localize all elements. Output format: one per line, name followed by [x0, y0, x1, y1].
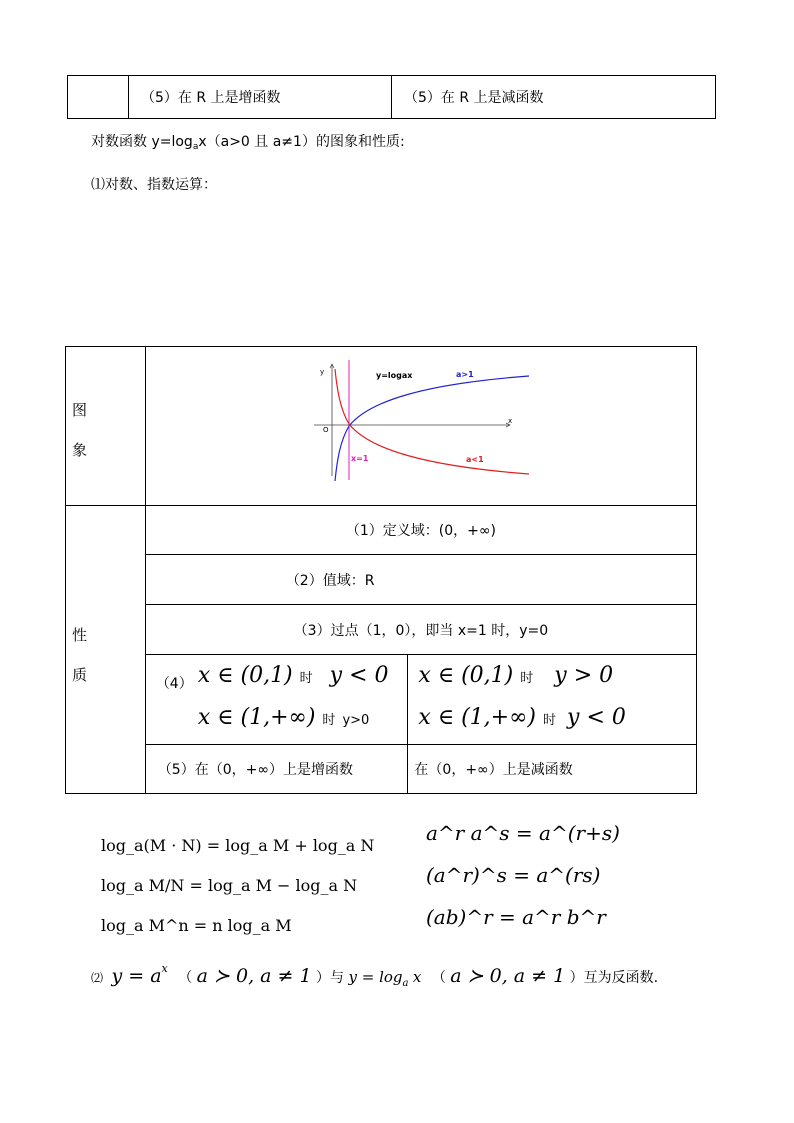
log-rule-product: log_a(M · N) = log_a M + log_a N	[101, 836, 375, 855]
x-equals-1-label: x=1	[350, 454, 369, 463]
exp-function: y = a	[111, 965, 162, 987]
sign-property-right	[408, 655, 697, 745]
left-row-1	[198, 663, 389, 688]
prop4-label: （4）	[155, 676, 193, 692]
left-row2-result: y>0	[342, 713, 370, 728]
heading-prefix: 对数函数 y=log	[91, 134, 193, 150]
fixed-point-property: （3）过点（1，0），即当 x=1 时，y=0	[145, 605, 696, 655]
log-rules	[101, 826, 374, 946]
top-table-cell-empty	[68, 76, 129, 119]
monotonic-right: 在（0，+∞）上是减函数	[408, 745, 697, 794]
inverse-tail: 互为反函数.	[583, 970, 659, 986]
left-row2-math: x ∈ (1,+∞)	[197, 705, 316, 730]
exp-rule-power: (a^r)^s = a^(rs)	[426, 863, 601, 887]
heading-suffix: x（a>0 且 a≠1）的图象和性质:	[198, 134, 405, 150]
top-table-decreasing: （5）在 R 上是减函数	[392, 76, 716, 119]
section-2-label: ⑵	[91, 971, 104, 985]
graph-label-char-1: 图	[72, 401, 88, 419]
log-condition: a ≻ 0, a ≠ 1	[450, 965, 566, 987]
log-graph	[314, 356, 544, 496]
section-1-title: ⑴对数、指数运算：	[91, 177, 217, 193]
curve-a-gt-1	[335, 376, 529, 481]
right-row1-math: x ∈ (0,1)	[418, 663, 514, 688]
log-rule-quotient: log_a M/N = log_a M − log_a N	[101, 876, 358, 895]
exponent-rules	[426, 812, 620, 938]
exp-rule-product-power: (ab)^r = a^r b^r	[426, 905, 606, 929]
a-lt-1-label: a<1	[465, 455, 484, 464]
prop-label-char-2: 质	[72, 666, 88, 684]
origin-label: O	[322, 426, 329, 434]
right-row-2	[418, 705, 625, 730]
inverse-function-statement: ⑵ $y = a^x$ （ a ≻ 0, a ≠ 1 ）与 $y = \log_a x$ （ a ≻ 0, a ≠ 1 ）互为反函数.	[91, 962, 659, 989]
log-function: y = log	[348, 968, 403, 986]
left-row2-when: 时	[322, 713, 336, 728]
log-function-heading	[91, 131, 405, 152]
left-row-2	[198, 705, 369, 730]
log-function-var: x	[412, 968, 422, 986]
graph-cell	[145, 347, 696, 506]
top-table-increasing: （5）在 R 上是增函数	[129, 76, 392, 119]
a-gt-1-label: a>1	[455, 370, 474, 379]
right-row2-math: x ∈ (1,+∞)	[418, 705, 537, 730]
domain-property: （1）定义域：(0，+∞)	[145, 506, 696, 555]
heading-sub: a	[192, 142, 199, 152]
x-axis-label: x	[507, 417, 512, 425]
right-row2-when: 时	[543, 713, 557, 728]
left-row1-math: x ∈ (0,1)	[197, 663, 293, 688]
exp-condition: a ≻ 0, a ≠ 1	[196, 965, 312, 987]
top-table	[67, 75, 716, 119]
log-rule-power: log_a M^n = n log_a M	[101, 916, 292, 935]
graph-label-cell	[66, 347, 146, 506]
monotonic-left: （5）在（0，+∞）上是增函数	[145, 745, 408, 794]
left-row1-result: y < 0	[329, 663, 389, 688]
right-row-1	[418, 663, 613, 688]
and-word: 与	[330, 970, 345, 986]
sign-property-left	[145, 655, 408, 745]
prop-label-char-1: 性	[72, 626, 88, 644]
range-property: （2）值域：R	[145, 555, 696, 605]
exp-function-sup: x	[161, 962, 168, 975]
right-row2-result: y < 0	[567, 705, 626, 730]
graph-label-char-2: 象	[72, 441, 88, 459]
log-properties-table	[65, 346, 697, 794]
equation-label: y=logax	[375, 371, 413, 380]
y-axis-label: y	[319, 368, 324, 376]
properties-label-cell	[66, 506, 146, 794]
left-row1-when: 时	[299, 671, 313, 686]
right-row1-when: 时	[520, 671, 534, 686]
exp-rule-product: a^r a^s = a^(r+s)	[426, 821, 620, 845]
log-function-sub: a	[402, 978, 409, 989]
right-row1-result: y > 0	[554, 663, 614, 688]
